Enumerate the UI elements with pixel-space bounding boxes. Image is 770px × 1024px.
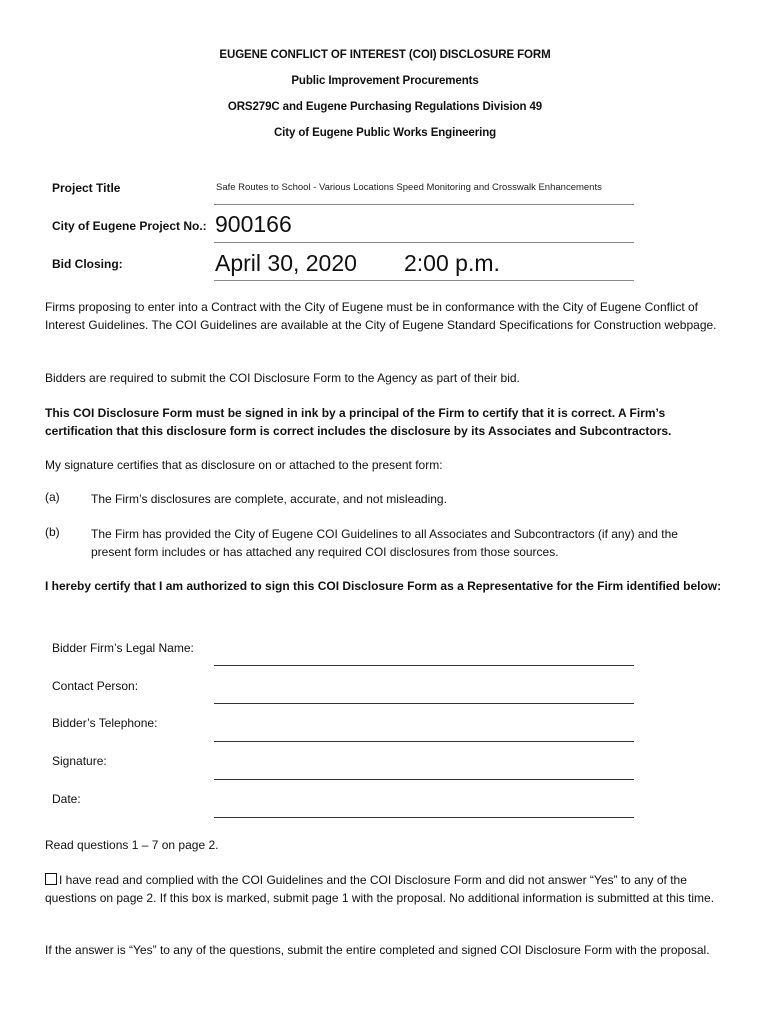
compliance-checkbox[interactable]	[45, 873, 57, 885]
bid-closing-time: 2:00 p.m.	[404, 250, 500, 276]
intro-paragraph: Firms proposing to enter into a Contract with the City of Eugene must be in conformance with the City of Eugene Conflict of Interest Guidelines. The COI Guidelines are available at the City of Eugene Standard Specifications for Construction webpage.	[45, 300, 717, 332]
item-a-text: The Firm’s disclosures are complete, accurate, and not misleading.	[91, 492, 447, 506]
checkbox-statement	[45, 871, 725, 907]
contact-person-field[interactable]	[214, 703, 634, 704]
item-b-tag: (b)	[45, 525, 60, 539]
bid-closing-date: April 30, 2020	[215, 250, 357, 276]
certifies-paragraph: My signature certifies that as disclosure on or attached to the present form:	[45, 458, 443, 472]
date-field[interactable]	[214, 817, 634, 818]
legal-name-label: Bidder Firm’s Legal Name:	[52, 641, 194, 655]
read-questions-note: Read questions 1 – 7 on page 2.	[45, 838, 219, 852]
project-number-value: 900166	[215, 211, 292, 237]
authorize-statement: I hereby certify that I am authorized to sign this COI Disclosure Form as a Representative for the Firm identified below:	[45, 579, 722, 593]
date-label: Date:	[52, 792, 81, 806]
form-title: EUGENE CONFLICT OF INTEREST (COI) DISCLOSURE FORM	[219, 49, 551, 61]
form-subtitle-regulations: ORS279C and Eugene Purchasing Regulations Division 49	[227, 101, 543, 113]
form-subtitle-procurements: Public Improvement Procurements	[291, 75, 479, 87]
legal-name-field[interactable]	[214, 665, 634, 666]
contact-person-label: Contact Person:	[52, 679, 139, 693]
project-title-label: Project Title	[52, 181, 121, 195]
item-a-tag: (a)	[45, 490, 60, 504]
bid-closing-label: Bid Closing:	[52, 257, 123, 271]
signature-field[interactable]	[214, 779, 634, 780]
yes-answer-note: If the answer is “Yes” to any of the questions, submit the entire completed and signed COI Disclosure Form with the proposal.	[45, 943, 710, 957]
checkbox-statement-text: I have read and complied with the COI Guidelines and the COI Disclosure Form and did not answer “Yes” to any of the questions on page 2. If this box is marked, submit page 1 with the proposal. No additional information is submitted at this time.	[45, 873, 715, 905]
signature-label: Signature:	[52, 754, 107, 768]
bid-closing-line	[214, 280, 634, 281]
project-title-value: Safe Routes to School - Various Locations Speed Monitoring and Crosswalk Enhancements	[216, 182, 602, 193]
telephone-field[interactable]	[214, 741, 634, 742]
submit-paragraph: Bidders are required to submit the COI Disclosure Form to the Agency as part of their bid.	[45, 371, 520, 385]
project-number-line	[214, 242, 634, 243]
item-b-text: The Firm has provided the City of Eugene COI Guidelines to all Associates and Subcontractors (if any) and the present form includes or has attached any required COI disclosures from those sources.	[91, 527, 678, 559]
signed-ink-notice: This COI Disclosure Form must be signed in ink by a principal of the Firm to certify that it is correct. A Firm’s certification that this disclosure form is correct includes the disclosure by its Associates and Subcontractors.	[45, 406, 672, 438]
project-number-label: City of Eugene Project No.:	[52, 219, 207, 233]
telephone-label: Bidder’s Telephone:	[52, 716, 158, 730]
form-subtitle-department: City of Eugene Public Works Engineering	[273, 127, 497, 139]
project-title-line	[214, 204, 634, 205]
